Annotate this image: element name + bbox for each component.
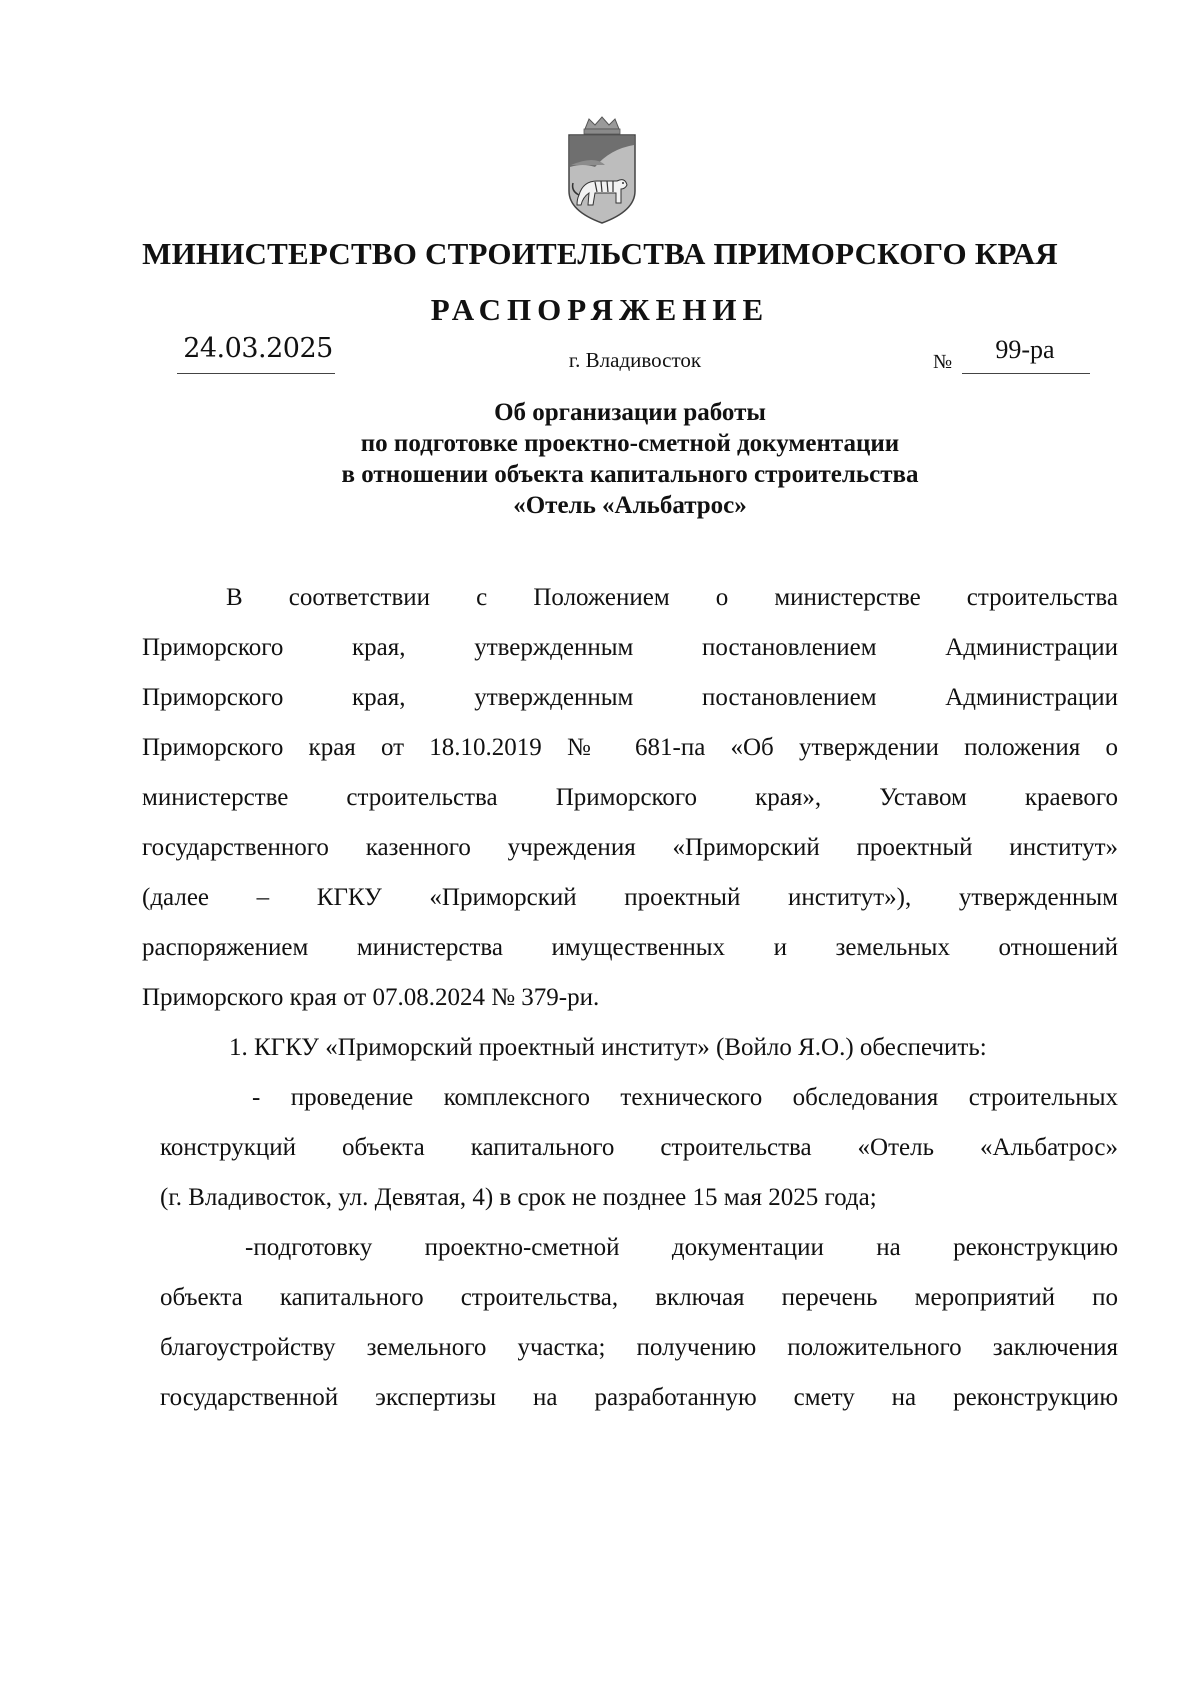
preamble-line: Приморского края, утвержденным постановлением Администрации — [142, 684, 1118, 711]
item-1: 1. КГКУ «Приморский проектный институт» (Войло Я.О.) обеспечить: — [229, 1034, 987, 1061]
subitem-line: объекта капитального строительства, включая перечень мероприятий по — [160, 1284, 1118, 1311]
document-city: г. Владивосток — [568, 348, 702, 372]
title-line: «Отель «Альбатрос» — [513, 492, 747, 519]
preamble-line: Приморского края от 18.10.2019 № 681-па «Об утверждении положения о — [142, 734, 1118, 761]
preamble-line: (далее – КГКУ «Приморский проектный институт»), утвержденным — [142, 884, 1118, 911]
document-number: 99-ра — [995, 335, 1055, 364]
preamble-line: государственного казенного учреждения «Приморский проектный институт» — [142, 834, 1118, 861]
preamble-line: В соответствии с Положением о министерстве строительства — [226, 584, 1118, 611]
title-line: Об организации работы — [494, 399, 766, 426]
preamble-line: распоряжением министерства имущественных и земельных отношений — [142, 934, 1118, 961]
preamble-line: Приморского края от 07.08.2024 № 379-ри. — [142, 984, 600, 1011]
title-line: по подготовке проектно-сметной документации — [360, 430, 900, 457]
title-line: в отношении объекта капитального строительства — [341, 461, 919, 488]
subitem-line: - проведение комплексного технического обследования строительных — [252, 1084, 1118, 1111]
document-type: РАСПОРЯЖЕНИЕ — [430, 292, 770, 327]
number-underline — [962, 373, 1090, 374]
subitem-line: конструкций объекта капитального строительства «Отель «Альбатрос» — [160, 1134, 1118, 1161]
ministry-name: МИНИСТЕРСТВО СТРОИТЕЛЬСТВА ПРИМОРСКОГО КРАЯ — [142, 236, 1058, 271]
date-underline — [177, 373, 335, 374]
document-date: 24.03.2025 — [183, 333, 333, 364]
number-sign: № — [933, 351, 953, 373]
preamble-line: Приморского края, утвержденным постановлением Администрации — [142, 634, 1118, 661]
subitem-line: (г. Владивосток, ул. Девятая, 4) в срок не позднее 15 мая 2025 года; — [160, 1184, 877, 1211]
preamble-line: министерстве строительства Приморского края», Уставом краевого — [142, 784, 1118, 811]
subitem-line: благоустройству земельного участка; получению положительного заключения — [160, 1334, 1118, 1361]
subitem-line: -подготовку проектно-сметной документации на реконструкцию — [245, 1234, 1118, 1261]
subitem-line: государственной экспертизы на разработанную смету на реконструкцию — [160, 1384, 1118, 1411]
document-title — [0, 397, 1200, 521]
coat-of-arms-icon — [565, 115, 639, 225]
